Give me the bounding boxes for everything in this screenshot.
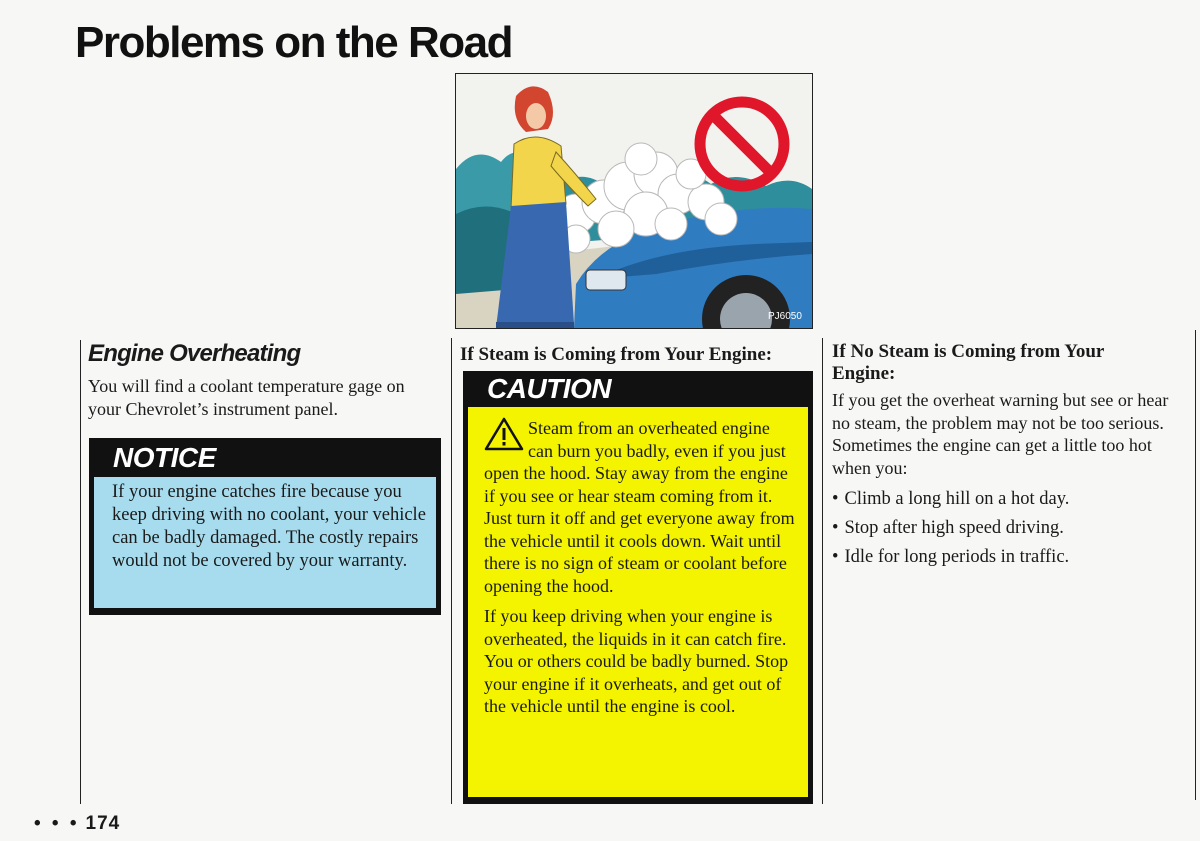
caution-title: CAUTION — [487, 373, 612, 404]
caution-body — [468, 407, 808, 797]
notice-box — [89, 438, 441, 615]
page-edge-rule — [1195, 330, 1196, 800]
notice-title: NOTICE — [113, 442, 216, 473]
column-divider-right — [822, 338, 823, 804]
page-number-value: 174 — [85, 813, 121, 834]
page-number — [34, 813, 120, 835]
list-item: • Idle for long periods in traffic. — [832, 545, 1177, 574]
steam-heading: If Steam is Coming from Your Engine: — [460, 344, 773, 365]
column-divider-middle — [451, 338, 452, 804]
notice-text: If your engine catches fire because you keep driving with no coolant, your vehicle can be badly damaged. The costly repairs would not be covered by your warranty. — [94, 477, 436, 608]
list-item: • Stop after high speed driving. — [832, 516, 1177, 545]
column-divider-left — [80, 340, 81, 804]
warning-triangle-icon — [484, 417, 524, 451]
caution-box — [463, 371, 813, 804]
conditions-list — [832, 487, 1177, 574]
caution-paragraph-2: If you keep driving when your engine is overheated, the liquids in it can catch fire. You or others could be badly burned. Stop your engine if it overheats, and get out of the vehicle until the engine is cool. — [484, 606, 789, 716]
caution-paragraph-1: Steam from an overheated engine can burn you badly, even if you just open the hood. Stay away from the engine if you see or hear steam coming from it. Just turn it off and get everyone away from the vehicle until it cools down. Wait until there is no sign of steam or coolant before opening the hood. — [484, 418, 795, 596]
page-title: Problems on the Road — [75, 18, 512, 67]
coolant-gage-text: You will find a coolant temperature gage on your Chevrolet’s instrument panel. — [88, 376, 405, 419]
list-item: • Climb a long hill on a hot day. — [832, 487, 1177, 516]
page-number-dots: • • • — [34, 813, 80, 834]
section-heading-engine-overheating: Engine Overheating — [88, 340, 301, 367]
no-steam-text: If you get the overheat warning but see or hear no steam, the problem may not be too serious. Sometimes the engine can get a little too hot when you: — [832, 390, 1169, 478]
illustration-label: PJ6050 — [768, 311, 802, 322]
overheating-illustration — [455, 73, 813, 329]
no-steam-heading: If No Steam is Coming from Your Engine: — [832, 341, 1104, 384]
